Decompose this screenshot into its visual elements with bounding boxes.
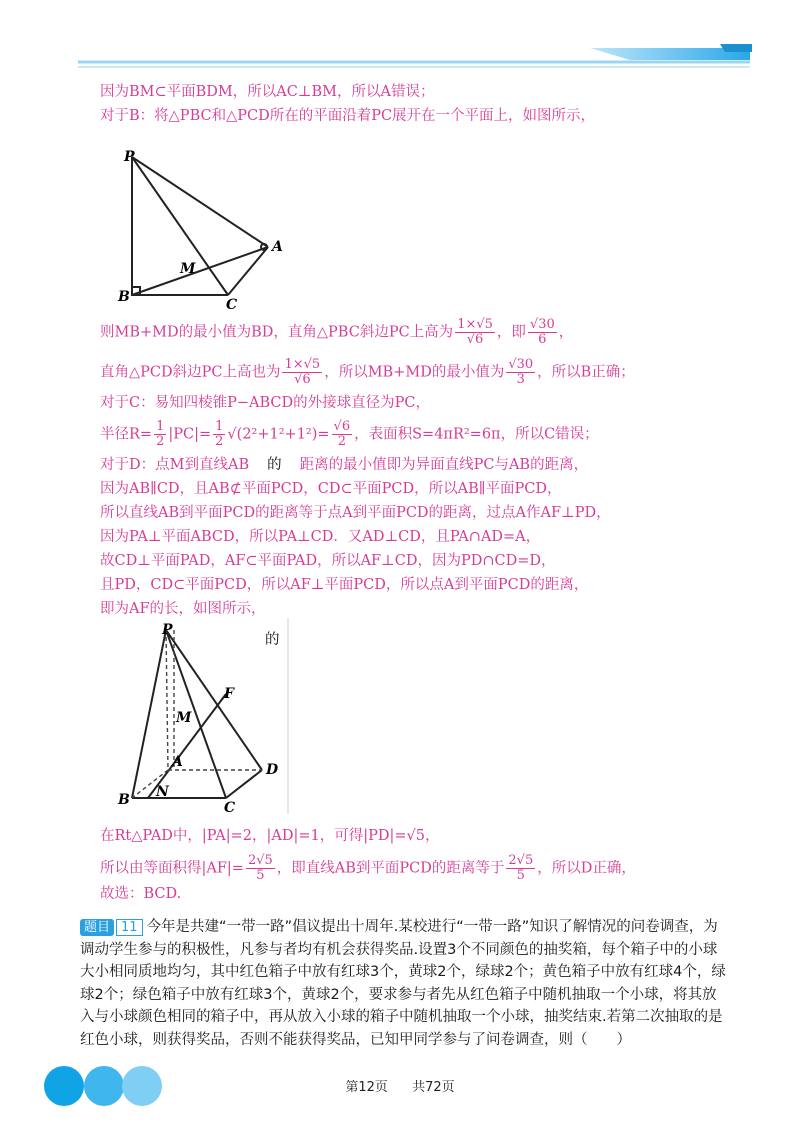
solution-line-4 bbox=[100, 358, 635, 387]
denominator: √6 bbox=[294, 372, 311, 387]
solution-line-15 bbox=[100, 854, 636, 883]
solution-line-7 bbox=[100, 455, 588, 475]
text: 则MB+MD的最小值为BD，直角△PBC斜边PC上高为 bbox=[100, 324, 454, 341]
label-C: C bbox=[226, 297, 238, 310]
denominator: 2 bbox=[215, 434, 224, 449]
fraction bbox=[154, 420, 166, 449]
numerator: 1 bbox=[215, 419, 224, 434]
solution-line-1: 因为BM⊂平面BDM，所以AC⊥BM，所以A错误； bbox=[100, 84, 435, 100]
numerator: 1 bbox=[156, 419, 165, 434]
total-pages: 共72页 bbox=[412, 1080, 455, 1095]
figure-pyramid bbox=[108, 618, 293, 818]
numerator: √30 bbox=[529, 317, 555, 332]
numerator: 1×√5 bbox=[284, 357, 321, 372]
label-A: A bbox=[272, 239, 283, 255]
solution-line-11: 故CD⊥平面PAD，AF⊂平面PAD，所以AF⊥CD，因为PD∩CD=D， bbox=[100, 553, 556, 569]
denominator: 2 bbox=[337, 434, 346, 449]
text: 半径R= bbox=[100, 426, 153, 443]
page-number: 第12页 bbox=[345, 1080, 388, 1095]
label-M: M bbox=[180, 261, 196, 277]
figure-unfolded-triangles bbox=[110, 145, 290, 310]
text: ， bbox=[558, 324, 574, 341]
solution-line-13: 即为AF的长，如图所示， bbox=[100, 601, 266, 617]
fraction bbox=[246, 854, 275, 883]
solution-line-10: 因为PA⊥平面ABCD，所以PA⊥CD．又AD⊥CD，且PA∩AD=A， bbox=[100, 529, 541, 545]
text: 所以由等面积得|AF|= bbox=[100, 860, 244, 877]
label-N: N bbox=[156, 784, 169, 800]
label-P: P bbox=[162, 622, 173, 638]
denominator: 3 bbox=[516, 372, 525, 387]
text: 距离的最小值即为异面直线PC与AB的距离， bbox=[299, 457, 589, 473]
solution-line-8: 因为AB∥CD，且AB⊄平面PCD，CD⊂平面PCD，所以AB∥平面PCD， bbox=[100, 481, 562, 497]
label-B: B bbox=[118, 289, 130, 305]
problem-text: 今年是共建“一带一路”倡议提出十周年.某校进行“一带一路”知识了解情况的问卷调查，为调动学生参与的积极性，凡参与者均有机会获得奖品.设置3个不同颜色的抽奖箱，每个箱子中的小球大小相同质地均匀，其中红色箱子中放有红球3个，黄球2个，绿球2个；黄色箱子中放有红球4个，绿球2个；绿色箱子中放有红球3个，黄球2个，要求参与者先从红色箱子中随机抽取一个小球，将其放入与小球颜色相同的箱子中，再从放入小球的箱子中随机抽取一个小球，抽奖结束.若第二次抽取的是红色小球，则获得奖品，否则不能获得奖品，已知甲同学参与了问卷调查，则（ ） bbox=[80, 919, 726, 1048]
solution-line-12: 且PD，CD⊂平面PCD，所以AF⊥平面PCD，所以点A到平面PCD的距离， bbox=[100, 577, 589, 593]
problem-11 bbox=[80, 916, 730, 1051]
label-F: F bbox=[224, 686, 234, 702]
numerator: 2√5 bbox=[247, 853, 273, 868]
solution-line-2: 对于B：将△PBC和△PCD所在的平面沿着PC展开在一个平面上，如图所示， bbox=[100, 108, 596, 124]
fraction bbox=[213, 420, 225, 449]
solution-line-3 bbox=[100, 318, 573, 347]
problem-number: 11 bbox=[116, 919, 143, 936]
fraction bbox=[506, 854, 535, 883]
text: ，所以B正确； bbox=[537, 364, 635, 381]
denominator: √6 bbox=[466, 332, 484, 347]
solution-line-14: 在Rt△PAD中，|PA|=2，|AD|=1，可得|PD|=√5， bbox=[100, 828, 440, 844]
text: √(2²+1²+1²)= bbox=[227, 426, 330, 443]
fraction bbox=[282, 358, 322, 387]
solution-line-9: 所以直线AB到平面PCD的距离等于点A到平面PCD的距离，过点A作AF⊥PD， bbox=[100, 505, 611, 521]
text: |PC|= bbox=[168, 426, 212, 443]
denominator: 5 bbox=[516, 868, 525, 883]
text: 对于D：点M到直线AB bbox=[100, 457, 250, 473]
text: 直角△PCD斜边PC上高也为 bbox=[100, 364, 281, 381]
text: ，所以MB+MD的最小值为 bbox=[324, 364, 505, 381]
header-banner bbox=[0, 0, 800, 80]
denominator: 5 bbox=[256, 868, 265, 883]
label-A: A bbox=[172, 754, 183, 770]
denominator: 6 bbox=[538, 332, 547, 347]
numerator: √30 bbox=[508, 357, 534, 372]
solution-line-6 bbox=[100, 420, 599, 449]
numerator: √6 bbox=[333, 419, 351, 434]
solution-line-5: 对于C：易知四棱锥P−ABCD的外接球直径为PC， bbox=[100, 395, 430, 411]
solution-line-16: 故选：BCD. bbox=[100, 886, 182, 902]
fraction bbox=[455, 318, 495, 347]
text: ，所以D正确， bbox=[537, 860, 636, 877]
text: ，表面积S=4πR²=6π，所以C错误； bbox=[354, 426, 599, 443]
label-D: D bbox=[266, 762, 279, 778]
problem-badge: 题目 bbox=[80, 919, 114, 936]
label-B: B bbox=[118, 792, 130, 808]
text: ，即直线AB到平面PCD的距离等于 bbox=[276, 860, 505, 877]
page-footer bbox=[0, 1076, 800, 1095]
text: ，即 bbox=[496, 324, 526, 341]
numerator: 2√5 bbox=[508, 853, 534, 868]
label-P: P bbox=[124, 149, 135, 165]
denominator: 2 bbox=[156, 434, 165, 449]
fraction bbox=[506, 358, 535, 387]
fraction bbox=[528, 318, 557, 347]
label-M: M bbox=[176, 710, 192, 726]
stray-char: 的 bbox=[265, 632, 280, 648]
label-C: C bbox=[224, 800, 236, 816]
fraction bbox=[332, 420, 353, 449]
numerator: 1×√5 bbox=[457, 317, 493, 332]
stray-char: 的 bbox=[267, 457, 282, 473]
